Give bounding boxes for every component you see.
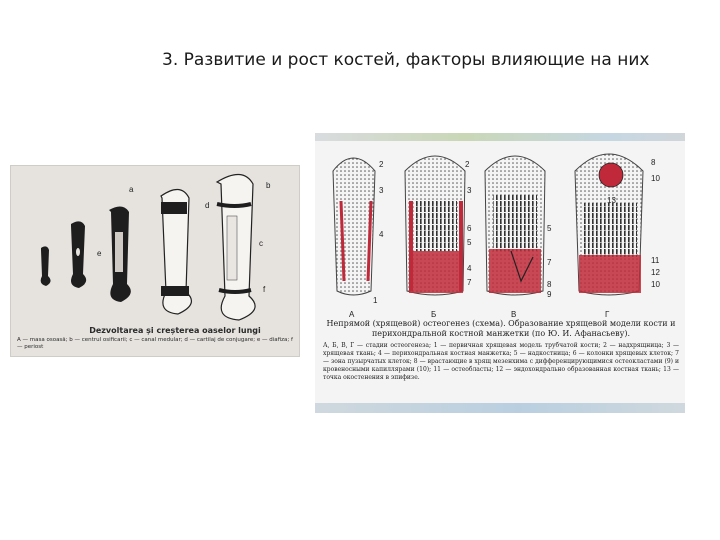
label-d: d <box>205 201 210 210</box>
left-caption-body: A — masa osoasă; b — centrul osificarii; c — canal medular; d — cartilaj de conjugare; e — diafiza; f — periost <box>17 337 293 350</box>
left-caption-title: Dezvoltarea și creșterea oaselor lungi <box>89 326 261 335</box>
a-num-2: 3 <box>379 186 384 195</box>
label-e: e <box>97 249 102 258</box>
left-figure-caption <box>17 326 293 351</box>
label-c: c <box>259 239 263 248</box>
d-num-2: 10 <box>651 174 660 183</box>
figure-bottom-bar <box>315 403 685 413</box>
osteogenesis-figure <box>315 133 685 413</box>
d-num-1: 8 <box>651 158 656 167</box>
panel-b <box>405 156 472 319</box>
a-num-4: 1 <box>373 296 378 305</box>
a-num-3: 4 <box>379 230 384 239</box>
b-num-1: 2 <box>465 160 470 169</box>
right-figure-caption <box>323 319 679 382</box>
right-caption-body: А, Б, В, Г — стадии остеогенеза; 1 — первичная хрящевая модель трубчатой кости; 2 — надхрящница; 3 — хрящевая ткань; 4 — перихондральная костная манжетка; 5 — надкостница; 6 — колонки хрящевых клеток; 7 — зона пузырчатых клеток; 8 — врастающие в хрящ мезенхима с дифференцирующимися остеокластами (9) и кровеносными капиллярами (10); 11 — остеобласты; 12 — эндохондрально образованная костная ткань; 13 — точка окостенения в эпифизе. <box>323 342 679 381</box>
panel-label-c: В <box>511 310 517 319</box>
panel-c <box>485 156 552 319</box>
c-num-3: 8 <box>547 280 552 289</box>
b-num-2: 3 <box>467 186 472 195</box>
d-num-6: 10 <box>651 280 660 289</box>
c-num-2: 7 <box>547 258 552 267</box>
label-a: a <box>129 185 134 194</box>
panel-d <box>575 154 660 319</box>
d-num-4: 11 <box>651 256 660 265</box>
osteogenesis-illustration <box>315 141 685 319</box>
panel-label-a: А <box>349 310 355 319</box>
d-num-5: 12 <box>651 268 660 277</box>
c-num-1: 5 <box>547 224 552 233</box>
bone-stage-1 <box>41 246 51 286</box>
panel-label-b: Б <box>431 310 437 319</box>
label-f: f <box>263 285 266 294</box>
a-num-1: 2 <box>379 160 384 169</box>
figure-top-bar <box>315 133 685 141</box>
bone-sequence-illustration <box>11 166 299 326</box>
b-num-4: 5 <box>467 238 472 247</box>
right-caption-title: Непрямой (хрящевой) остеогенез (схема). Образование хрящевой модели кости и перихондральной костной манжетки (по Ю. И. Афанасьеву). <box>326 319 676 338</box>
d-num-3: 13 <box>607 196 616 205</box>
b-num-3: 6 <box>467 224 472 233</box>
c-num-4: 9 <box>547 290 552 299</box>
b-num-6: 7 <box>467 278 472 287</box>
b-num-5: 4 <box>467 264 472 273</box>
panel-label-d: Г <box>605 310 610 319</box>
panel-a <box>333 158 384 319</box>
label-b: b <box>266 181 271 190</box>
bone-development-figure <box>10 165 300 357</box>
slide-title: 3. Развитие и рост костей, факторы влияющие на них <box>162 50 650 70</box>
